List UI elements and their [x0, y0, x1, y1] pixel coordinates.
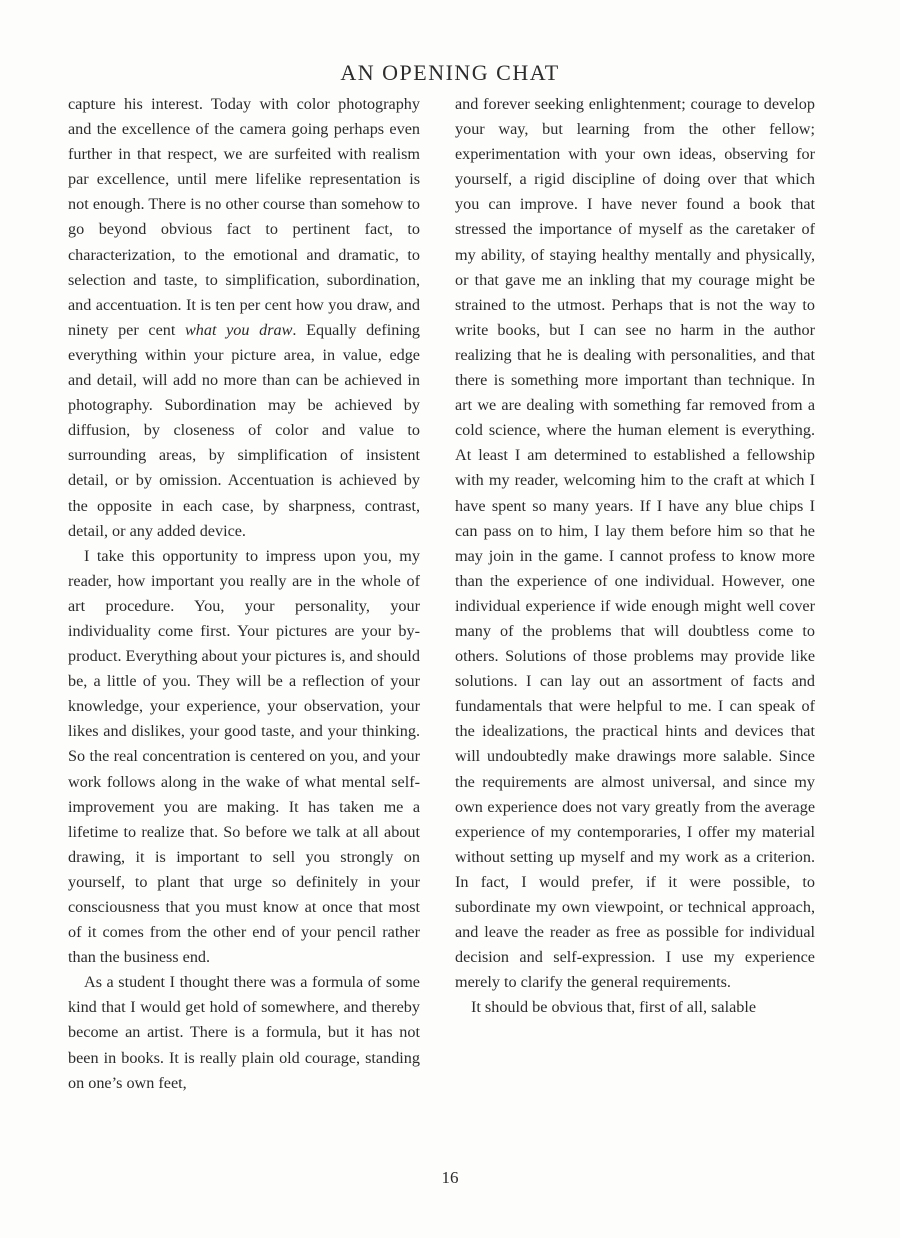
- paragraph: As a student I thought there was a formula of some kind that I would get hold of somewhere, and thereby become an artist. There is a formula, but it has not been in books. It is really plain old courage, standing on one’s own feet,: [68, 973, 420, 1092]
- paragraph: It should be obvious that, first of all, salable: [471, 998, 757, 1017]
- paragraph: [68, 92, 420, 544]
- paragraph: I take this opportunity to impress upon you, my reader, how important you really are in the whole of art procedure. You, your personality, your individuality come first. Your pictures are your by-product. Everything about your pictures is, and should be, a little of you. They will be a reflection of your knowledge, your experience, your observation, your likes and dislikes, your good taste, and your thinking. So the real concentration is centered on you, and your work follows along in the wake of what mental self-improvement you are making. It has taken me a lifetime to realize that. So before we talk at all about drawing, it is important to sell you strongly on yourself, to plant that urge so definitely in your consciousness that you must know at once that most of it comes from the other end of your pencil rather than the business end.: [68, 546, 421, 967]
- page-number: 16: [441, 1168, 459, 1187]
- paragraph: and forever seeking enlightenment; courage to develop your way, but learning from the other fellow; experimentation with your own ideas, observing for yourself, a rigid discipline of doing over that which you can improve. I have never found a book that stressed the importance of myself as the caretaker of my ability, of staying healthy mentally and physically, or that gave me an inkling that my courage might be strained to the utmost. Perhaps that is not the way to write books, but I can see no harm in the author realizing that he is dealing with personalities, and that there is something more important than technique. In art we are dealing with something far removed from a cold science, where the human element is everything. At least I am determined to established a fellowship with my reader, welcoming him to the craft at which I have spent so many years. If I have any blue chips I can pass on to him, I lay them before him so that he may join in the game. I cannot profess to know more than the experience of one individual. However, one individual experience if wide enough might well cover many of the problems that will doubtless come to others. Solutions of those problems may provide like solutions. I can lay out an assortment of facts and fundamentals that were helpful to me. I can speak of the idealizations, the practical hints and devices that will undoubtedly make drawings more salable. Since the requirements are almost universal, and since my own experience does not vary greatly from the average experience of my contemporaries, I offer my material without setting up myself and my work as a criterion. In fact, I would prefer, if it were possible, to subordinate my own viewpoint, or technical approach, and leave the reader as free as possible for individual decision and self-expression. I use my experience merely to clarify the general requirements.: [455, 95, 815, 992]
- left-column: [68, 92, 420, 1096]
- right-column: [455, 92, 815, 1020]
- paragraph-text: capture his interest. Today with color photography and the excellence of the camera going perhaps even further in that respect, we are surfeited with realism par excellence, until mere lifelike representation is not enough. There is no other course than somehow to go beyond obvious fact to pertinent fact, to characterization, to the emotional and dramatic, to selection and taste, to simplification, subordination, and accentuation. It is ten per cent how you draw, and ninety per cent: [68, 95, 420, 339]
- running-head: AN OPENING CHAT: [340, 60, 560, 85]
- italic-phrase: what you draw: [185, 320, 293, 339]
- paragraph-text: . Equally defining everything within your picture area, in value, edge and detail, will add no more than can be achieved in photography. Subordination may be achieved by diffusion, by closeness of color and value to surrounding areas, by simplification of insistent detail, or by omission. Accentuation is achieved by the opposite in each case, by sharpness, contrast, detail, or any added device.: [68, 320, 421, 540]
